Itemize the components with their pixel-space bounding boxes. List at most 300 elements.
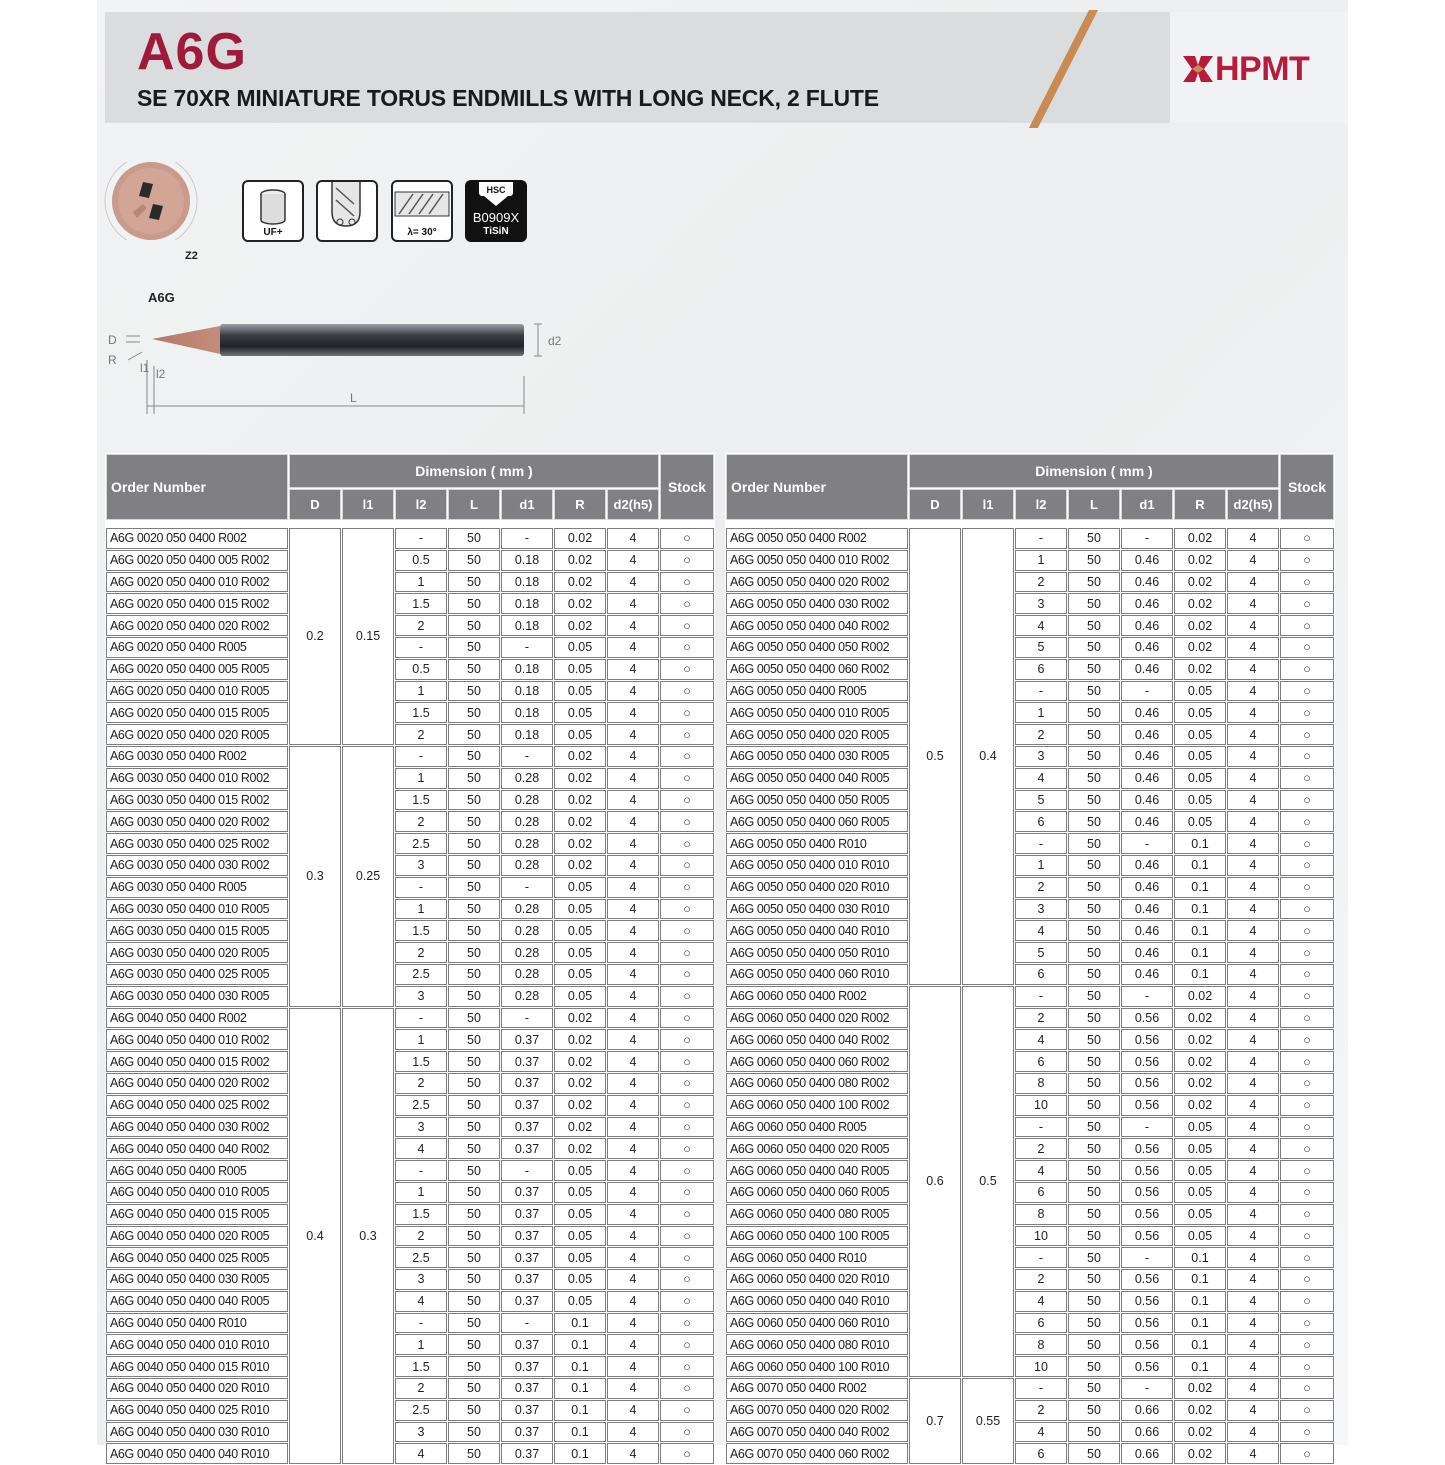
dim-l2-cell: 10 xyxy=(1015,1356,1067,1377)
table-row xyxy=(726,681,1334,702)
dim-l1-cell: 0.4 xyxy=(962,528,1014,985)
dim-l2-cell: 10 xyxy=(1015,1095,1067,1116)
dim-L-cell: 50 xyxy=(1068,1117,1120,1138)
dim-L-cell: 50 xyxy=(448,833,500,854)
dim-L-cell: 50 xyxy=(1068,986,1120,1007)
stock-cell: ○ xyxy=(660,659,714,680)
order-number-cell: A6G 0030 050 0400 030 R005 xyxy=(106,986,288,1007)
dim-l2-cell: 1.5 xyxy=(395,1051,447,1072)
dim-R-cell: 0.05 xyxy=(554,1160,606,1181)
order-number-cell: A6G 0040 050 0400 R010 xyxy=(106,1313,288,1334)
table-row xyxy=(106,724,714,745)
dim-R-cell: 0.05 xyxy=(1174,1117,1226,1138)
dim-l2-cell: 2.5 xyxy=(395,1247,447,1268)
table-row xyxy=(106,1029,714,1050)
dim-L-cell: 50 xyxy=(448,659,500,680)
catalog-page xyxy=(97,0,1348,1461)
dim-L-cell: 50 xyxy=(448,877,500,898)
stock-cell: ○ xyxy=(660,724,714,745)
dim-l2-cell: 4 xyxy=(395,1291,447,1312)
order-number-cell: A6G 0040 050 0400 040 R005 xyxy=(106,1291,288,1312)
dim-L-cell: 50 xyxy=(448,1334,500,1355)
dim-R-cell: 0.05 xyxy=(554,681,606,702)
dim-d1-cell: - xyxy=(1121,986,1173,1007)
table-row xyxy=(106,1247,714,1268)
dim-d2-cell: 4 xyxy=(607,550,659,571)
order-number-cell: A6G 0060 050 0400 080 R002 xyxy=(726,1073,908,1094)
stock-cell: ○ xyxy=(1280,877,1334,898)
table-row xyxy=(726,768,1334,789)
dim-d2-cell: 4 xyxy=(1227,1182,1279,1203)
dim-d2-cell: 4 xyxy=(1227,1247,1279,1268)
order-number-cell: A6G 0040 050 0400 020 R005 xyxy=(106,1226,288,1247)
dim-L-cell: 50 xyxy=(448,702,500,723)
dim-R-cell: 0.1 xyxy=(1174,899,1226,920)
order-number-header: Order Number xyxy=(726,454,908,520)
dim-l2-cell: - xyxy=(395,1160,447,1181)
dim-d1-cell: - xyxy=(501,637,553,658)
dim-R-cell: 0.1 xyxy=(1174,1247,1226,1268)
table-row xyxy=(726,659,1334,680)
stock-cell: ○ xyxy=(1280,964,1334,985)
dim-R-cell: 0.05 xyxy=(1174,1160,1226,1181)
col-header-d2: d2(h5) xyxy=(1227,489,1279,520)
dim-L-cell: 50 xyxy=(448,986,500,1007)
torus-endmill-icon xyxy=(316,180,378,242)
dim-d2-cell: 4 xyxy=(1227,1313,1279,1334)
dim-l2-cell: 2 xyxy=(1015,572,1067,593)
dim-d1-cell: 0.18 xyxy=(501,724,553,745)
dim-d2-cell: 4 xyxy=(1227,1226,1279,1247)
dim-l1-cell: 0.3 xyxy=(342,1008,394,1465)
dim-d1-cell: - xyxy=(1121,1247,1173,1268)
dim-R-cell: 0.05 xyxy=(1174,1204,1226,1225)
stock-cell: ○ xyxy=(660,681,714,702)
logo-text: HPMT xyxy=(1215,49,1310,88)
stock-cell: ○ xyxy=(660,899,714,920)
flute-count: Z2 xyxy=(185,250,198,262)
order-number-cell: A6G 0020 050 0400 005 R005 xyxy=(106,659,288,680)
dim-l2-cell: - xyxy=(395,746,447,767)
dim-d2-cell: 4 xyxy=(1227,1378,1279,1399)
table-row xyxy=(726,550,1334,571)
dim-R-cell: 0.1 xyxy=(1174,1291,1226,1312)
table-row xyxy=(726,833,1334,854)
order-number-cell: A6G 0040 050 0400 030 R005 xyxy=(106,1269,288,1290)
dim-l2-cell: 2.5 xyxy=(395,1400,447,1421)
col-header-l2: l2 xyxy=(1015,489,1067,520)
dim-l2-cell: 1 xyxy=(1015,702,1067,723)
dim-l2-cell: 4 xyxy=(395,1138,447,1159)
dim-d2-cell: 4 xyxy=(607,746,659,767)
order-number-cell: A6G 0020 050 0400 015 R005 xyxy=(106,702,288,723)
dim-d1-cell: - xyxy=(501,528,553,549)
dim-R-cell: 0.02 xyxy=(554,1073,606,1094)
dim-d2-cell: 4 xyxy=(607,1204,659,1225)
stock-cell: ○ xyxy=(1280,528,1334,549)
dim-d2-cell: 4 xyxy=(607,790,659,811)
dim-L-cell: 50 xyxy=(1068,1247,1120,1268)
dim-L-cell: 50 xyxy=(448,1138,500,1159)
col-header-l1: l1 xyxy=(342,489,394,520)
dim-d1-cell: 0.56 xyxy=(1121,1204,1173,1225)
dim-R-cell: 0.05 xyxy=(1174,790,1226,811)
dim-d1-cell: 0.56 xyxy=(1121,1334,1173,1355)
dim-l2-cell: 6 xyxy=(1015,964,1067,985)
table-row xyxy=(726,724,1334,745)
table-row xyxy=(726,1291,1334,1312)
dim-d1-cell: 0.46 xyxy=(1121,593,1173,614)
dim-R-cell: 0.02 xyxy=(554,615,606,636)
dim-l2-cell: 8 xyxy=(1015,1073,1067,1094)
dim-R-cell: 0.1 xyxy=(1174,1313,1226,1334)
dim-d2-cell: 4 xyxy=(1227,1356,1279,1377)
dim-R-cell: 0.02 xyxy=(554,1117,606,1138)
dim-d1-cell: 0.56 xyxy=(1121,1269,1173,1290)
order-number-cell: A6G 0060 050 0400 080 R010 xyxy=(726,1334,908,1355)
dim-d1-cell: 0.46 xyxy=(1121,811,1173,832)
col-header-l2: l2 xyxy=(395,489,447,520)
dim-d1-cell: - xyxy=(501,1313,553,1334)
dim-l2-cell: 6 xyxy=(1015,659,1067,680)
dim-l2-cell: - xyxy=(1015,528,1067,549)
dim-R-cell: 0.05 xyxy=(1174,768,1226,789)
dim-d1-cell: 0.28 xyxy=(501,920,553,941)
dim-R-cell: 0.05 xyxy=(554,659,606,680)
stock-cell: ○ xyxy=(1280,833,1334,854)
dim-L-cell: 50 xyxy=(448,920,500,941)
dim-L-cell: 50 xyxy=(448,1204,500,1225)
dim-l2-cell: 2 xyxy=(395,1378,447,1399)
stock-cell: ○ xyxy=(660,746,714,767)
stock-cell: ○ xyxy=(660,1378,714,1399)
order-number-cell: A6G 0040 050 0400 020 R010 xyxy=(106,1378,288,1399)
table-row xyxy=(726,1247,1334,1268)
dim-d2-cell: 4 xyxy=(607,1378,659,1399)
dim-d2-cell: 4 xyxy=(607,572,659,593)
order-number-cell: A6G 0060 050 0400 040 R002 xyxy=(726,1029,908,1050)
dim-D-cell: 0.3 xyxy=(289,746,341,1007)
dim-d2-cell: 4 xyxy=(1227,746,1279,767)
dim-L-cell: 50 xyxy=(1068,768,1120,789)
order-number-cell: A6G 0050 050 0400 060 R002 xyxy=(726,659,908,680)
stock-cell: ○ xyxy=(660,1247,714,1268)
stock-cell: ○ xyxy=(1280,1313,1334,1334)
dim-R-cell: 0.1 xyxy=(554,1378,606,1399)
dim-d2-cell: 4 xyxy=(607,920,659,941)
dim-R-cell: 0.05 xyxy=(554,1247,606,1268)
dim-d1-cell: - xyxy=(1121,528,1173,549)
dim-R-cell: 0.02 xyxy=(1174,1422,1226,1443)
dim-d2-cell: 4 xyxy=(1227,790,1279,811)
cross-section-icon xyxy=(103,162,199,240)
table-row xyxy=(726,572,1334,593)
order-number-cell: A6G 0060 050 0400 R005 xyxy=(726,1117,908,1138)
dim-l2-cell: 6 xyxy=(1015,1443,1067,1464)
dim-L-cell: 50 xyxy=(1068,833,1120,854)
dim-d1-cell: 0.46 xyxy=(1121,920,1173,941)
dim-l2-cell: 2.5 xyxy=(395,1095,447,1116)
col-header-L: L xyxy=(448,489,500,520)
dim-L-cell: 50 xyxy=(448,790,500,811)
dim-l2-cell: 1 xyxy=(395,1029,447,1050)
dim-R-cell: 0.02 xyxy=(1174,1029,1226,1050)
dim-D-cell: 0.5 xyxy=(909,528,961,985)
dim-d1-cell: 0.37 xyxy=(501,1334,553,1355)
dim-d2-cell: 4 xyxy=(607,1443,659,1464)
dim-l2-cell: 5 xyxy=(1015,790,1067,811)
stock-cell: ○ xyxy=(1280,986,1334,1007)
dim-d2-cell: 4 xyxy=(1227,637,1279,658)
dim-l2-cell: 6 xyxy=(1015,1051,1067,1072)
order-number-cell: A6G 0030 050 0400 015 R002 xyxy=(106,790,288,811)
dim-d2-cell: 4 xyxy=(1227,681,1279,702)
dim-d2-cell: 4 xyxy=(607,964,659,985)
table-row xyxy=(106,1378,714,1399)
order-number-cell: A6G 0040 050 0400 020 R002 xyxy=(106,1073,288,1094)
dim-R-cell: 0.02 xyxy=(1174,550,1226,571)
dim-d1-cell: 0.37 xyxy=(501,1356,553,1377)
table-row xyxy=(106,1008,714,1029)
col-header-L: L xyxy=(1068,489,1120,520)
order-number-cell: A6G 0050 050 0400 R005 xyxy=(726,681,908,702)
dim-l1-cell: 0.5 xyxy=(962,986,1014,1377)
dim-l1-label: l1 xyxy=(140,361,150,375)
dim-d2-cell: 4 xyxy=(607,899,659,920)
dim-l2-cell: 2 xyxy=(1015,1138,1067,1159)
dim-l2-cell: - xyxy=(1015,1378,1067,1399)
table-row xyxy=(106,1269,714,1290)
dim-L-cell: 50 xyxy=(1068,1029,1120,1050)
dim-d2-cell: 4 xyxy=(1227,920,1279,941)
dim-L-cell: 50 xyxy=(1068,1291,1120,1312)
dim-l2-cell: 2 xyxy=(395,724,447,745)
dim-d1-cell: 0.46 xyxy=(1121,615,1173,636)
dim-R-cell: 0.05 xyxy=(1174,724,1226,745)
dim-d2-cell: 4 xyxy=(607,1051,659,1072)
stock-cell: ○ xyxy=(660,1443,714,1464)
table-row xyxy=(106,1117,714,1138)
order-number-cell: A6G 0020 050 0400 R002 xyxy=(106,528,288,549)
table-row xyxy=(726,986,1334,1007)
dim-d1-cell: 0.37 xyxy=(501,1138,553,1159)
dim-L-cell: 50 xyxy=(1068,790,1120,811)
dim-l2-cell: - xyxy=(1015,833,1067,854)
stock-cell: ○ xyxy=(660,790,714,811)
dim-d1-cell: 0.46 xyxy=(1121,899,1173,920)
order-number-cell: A6G 0040 050 0400 030 R010 xyxy=(106,1422,288,1443)
dim-R-cell: 0.05 xyxy=(554,1182,606,1203)
dim-R-cell: 0.05 xyxy=(554,724,606,745)
order-number-cell: A6G 0040 050 0400 025 R002 xyxy=(106,1095,288,1116)
dim-L-cell: 50 xyxy=(1068,1138,1120,1159)
dim-L-cell: 50 xyxy=(448,1160,500,1181)
dim-d1-cell: 0.56 xyxy=(1121,1051,1173,1072)
dim-l2-cell: 1 xyxy=(395,572,447,593)
dim-L-cell: 50 xyxy=(448,1269,500,1290)
table-row xyxy=(726,899,1334,920)
dim-d2-cell: 4 xyxy=(1227,528,1279,549)
carbide-grade-icon xyxy=(242,180,304,242)
dim-R-cell: 0.02 xyxy=(554,1138,606,1159)
tool-drawing xyxy=(102,318,572,422)
dim-R-cell: 0.02 xyxy=(554,550,606,571)
table-row xyxy=(106,659,714,680)
dim-l2-cell: 1.5 xyxy=(395,593,447,614)
dim-l2-cell: 4 xyxy=(1015,1422,1067,1443)
order-number-cell: A6G 0060 050 0400 020 R005 xyxy=(726,1138,908,1159)
stock-cell: ○ xyxy=(660,877,714,898)
table-row xyxy=(726,1334,1334,1355)
table-row xyxy=(106,811,714,832)
coating-code: B0909X xyxy=(472,210,520,225)
dim-l2-cell: 2 xyxy=(1015,877,1067,898)
dim-L-cell: 50 xyxy=(1068,899,1120,920)
order-number-cell: A6G 0040 050 0400 040 R002 xyxy=(106,1138,288,1159)
table-row xyxy=(106,550,714,571)
dim-d2-cell: 4 xyxy=(607,724,659,745)
table-row xyxy=(726,1356,1334,1377)
table-row xyxy=(106,1051,714,1072)
dim-l2-cell: 2 xyxy=(395,811,447,832)
table-row xyxy=(726,615,1334,636)
dim-R-cell: 0.05 xyxy=(554,1204,606,1225)
dim-d1-cell: 0.18 xyxy=(501,659,553,680)
col-header-d2: d2(h5) xyxy=(607,489,659,520)
table-row xyxy=(106,1138,714,1159)
dim-R-cell: 0.05 xyxy=(554,986,606,1007)
dim-R-cell: 0.02 xyxy=(1174,1378,1226,1399)
dim-R-cell: 0.1 xyxy=(554,1356,606,1377)
dim-L-cell: 50 xyxy=(1068,1051,1120,1072)
table-row xyxy=(106,1073,714,1094)
dim-d2-cell: 4 xyxy=(1227,1160,1279,1181)
table-row xyxy=(726,1269,1334,1290)
stock-cell: ○ xyxy=(660,1291,714,1312)
table-row xyxy=(106,768,714,789)
dim-d1-cell: 0.28 xyxy=(501,811,553,832)
order-number-cell: A6G 0050 050 0400 010 R010 xyxy=(726,855,908,876)
stock-cell: ○ xyxy=(660,942,714,963)
hsc-coating-icon xyxy=(465,180,527,242)
dim-d1-cell: 0.66 xyxy=(1121,1400,1173,1421)
dim-L-cell: 50 xyxy=(448,1029,500,1050)
dim-d2-cell: 4 xyxy=(1227,811,1279,832)
table-row xyxy=(726,790,1334,811)
stock-cell: ○ xyxy=(1280,1400,1334,1421)
dim-L-cell: 50 xyxy=(448,1400,500,1421)
dim-L-cell: 50 xyxy=(1068,681,1120,702)
table-row xyxy=(106,855,714,876)
dim-d2-cell: 4 xyxy=(1227,1204,1279,1225)
dim-L-cell: 50 xyxy=(1068,615,1120,636)
dim-d2-cell: 4 xyxy=(607,1138,659,1159)
dim-D-cell: 0.4 xyxy=(289,1008,341,1465)
dim-L-cell: 50 xyxy=(1068,1008,1120,1029)
table-row xyxy=(106,1334,714,1355)
stock-cell: ○ xyxy=(1280,790,1334,811)
dim-R-cell: 0.1 xyxy=(1174,855,1226,876)
dim-L-cell: 50 xyxy=(448,942,500,963)
dim-d2-cell: 4 xyxy=(1227,1400,1279,1421)
dim-R-cell: 0.1 xyxy=(1174,942,1226,963)
table-row xyxy=(726,746,1334,767)
dim-L-cell: 50 xyxy=(448,724,500,745)
dim-d1-cell: 0.18 xyxy=(501,572,553,593)
dim-L-cell: 50 xyxy=(448,1422,500,1443)
dim-D-cell: 0.2 xyxy=(289,528,341,745)
stock-cell: ○ xyxy=(660,1138,714,1159)
dim-d1-cell: - xyxy=(501,1008,553,1029)
order-number-cell: A6G 0020 050 0400 010 R005 xyxy=(106,681,288,702)
dim-l1-cell: 0.25 xyxy=(342,746,394,1007)
stock-cell: ○ xyxy=(660,1117,714,1138)
table-row xyxy=(726,942,1334,963)
order-number-cell: A6G 0050 050 0400 060 R005 xyxy=(726,811,908,832)
stock-cell: ○ xyxy=(660,1160,714,1181)
dim-L-cell: 50 xyxy=(1068,1269,1120,1290)
table-row xyxy=(726,877,1334,898)
order-number-cell: A6G 0030 050 0400 010 R002 xyxy=(106,768,288,789)
dim-R-cell: 0.1 xyxy=(554,1443,606,1464)
dim-l2-cell: 3 xyxy=(395,986,447,1007)
dim-d1-cell: 0.28 xyxy=(501,855,553,876)
dim-R-cell: 0.05 xyxy=(554,702,606,723)
dim-L-cell: 50 xyxy=(1068,572,1120,593)
spec-table-left xyxy=(105,453,715,1465)
dim-l2-cell: 1.5 xyxy=(395,790,447,811)
table-row xyxy=(726,1073,1334,1094)
order-number-cell: A6G 0030 050 0400 020 R005 xyxy=(106,942,288,963)
dim-D-cell: 0.7 xyxy=(909,1378,961,1464)
dim-R-cell: 0.05 xyxy=(554,1269,606,1290)
stock-cell: ○ xyxy=(660,1400,714,1421)
order-number-cell: A6G 0020 050 0400 020 R002 xyxy=(106,615,288,636)
order-number-cell: A6G 0030 050 0400 030 R002 xyxy=(106,855,288,876)
order-number-cell: A6G 0040 050 0400 010 R010 xyxy=(106,1334,288,1355)
dim-d2-cell: 4 xyxy=(1227,986,1279,1007)
dim-d2-cell: 4 xyxy=(1227,942,1279,963)
order-number-cell: A6G 0070 050 0400 060 R002 xyxy=(726,1443,908,1464)
order-number-cell: A6G 0050 050 0400 020 R002 xyxy=(726,572,908,593)
table-row xyxy=(106,1443,714,1464)
dim-R-cell: 0.02 xyxy=(1174,528,1226,549)
order-number-cell: A6G 0050 050 0400 060 R010 xyxy=(726,964,908,985)
dim-d2-cell: 4 xyxy=(607,942,659,963)
table-row xyxy=(106,833,714,854)
dim-L-cell: 50 xyxy=(1068,1400,1120,1421)
stock-cell: ○ xyxy=(1280,572,1334,593)
order-number-header: Order Number xyxy=(106,454,288,520)
dim-l2-cell: 5 xyxy=(1015,637,1067,658)
dim-d2-cell: 4 xyxy=(1227,1443,1279,1464)
dim-l2-cell: 3 xyxy=(395,1422,447,1443)
order-number-cell: A6G 0060 050 0400 040 R010 xyxy=(726,1291,908,1312)
dim-l2-cell: 4 xyxy=(1015,1029,1067,1050)
dim-l2-cell: 4 xyxy=(1015,1291,1067,1312)
stock-cell: ○ xyxy=(660,637,714,658)
dim-l2-cell: 2 xyxy=(1015,1269,1067,1290)
order-number-cell: A6G 0050 050 0400 040 R005 xyxy=(726,768,908,789)
dim-R-cell: 0.02 xyxy=(1174,1095,1226,1116)
dim-d2-cell: 4 xyxy=(607,1160,659,1181)
dim-d1-cell: 0.18 xyxy=(501,615,553,636)
table-row xyxy=(726,1029,1334,1050)
dim-R-cell: 0.02 xyxy=(554,790,606,811)
dim-l2-cell: - xyxy=(395,1313,447,1334)
order-number-cell: A6G 0040 050 0400 025 R005 xyxy=(106,1247,288,1268)
stock-cell: ○ xyxy=(1280,899,1334,920)
